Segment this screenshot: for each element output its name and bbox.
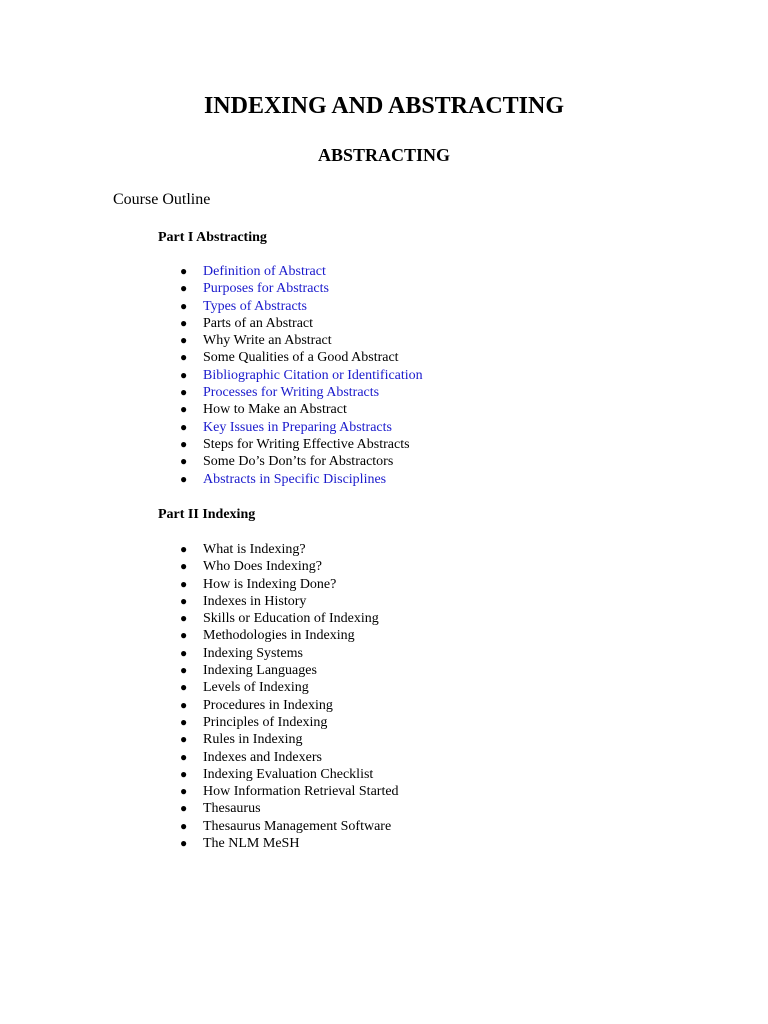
topic-label: Thesaurus Management Software <box>203 818 392 834</box>
topic-label: How Information Retrieval Started <box>203 784 399 800</box>
list-item <box>180 818 399 835</box>
topic-label: Why Write an Abstract <box>203 333 332 349</box>
list-item <box>180 349 423 366</box>
bullet-icon: ● <box>180 298 188 313</box>
list-item <box>180 679 399 696</box>
bullet-icon: ● <box>180 766 188 781</box>
course-outline-heading: Course Outline <box>113 191 211 208</box>
list-item <box>180 749 399 766</box>
list-item <box>180 453 423 470</box>
topic-label: Rules in Indexing <box>203 732 303 748</box>
topic-label: Steps for Writing Effective Abstracts <box>203 436 410 452</box>
bullet-icon: ● <box>180 542 188 556</box>
bullet-icon: ● <box>180 818 188 833</box>
bullet-icon: ● <box>180 281 188 296</box>
topic-link[interactable]: Abstracts in Specific Disciplines <box>203 471 387 487</box>
bullet-icon: ● <box>180 264 188 278</box>
list-item <box>180 645 399 662</box>
bullet-icon: ● <box>180 836 188 851</box>
part-heading-abstracting: Part I Abstracting <box>158 230 267 245</box>
list-item <box>180 800 399 817</box>
abstracting-topic-list <box>180 263 423 488</box>
list-item <box>180 332 423 349</box>
bullet-icon: ● <box>180 714 188 729</box>
topic-link[interactable]: Processes for Writing Abstracts <box>203 385 380 401</box>
topic-label: Thesaurus <box>203 801 261 817</box>
list-item <box>180 783 399 800</box>
bullet-icon: ● <box>180 784 188 799</box>
bullet-icon: ● <box>180 611 188 626</box>
list-item <box>180 835 399 852</box>
topic-label: Indexes in History <box>203 593 307 609</box>
topic-link[interactable]: Key Issues in Preparing Abstracts <box>203 419 392 435</box>
bullet-icon: ● <box>180 315 188 330</box>
bullet-icon: ● <box>180 801 188 816</box>
list-item <box>180 731 399 748</box>
bullet-icon: ● <box>180 436 188 451</box>
document-title: INDEXING AND ABSTRACTING <box>203 93 565 119</box>
topic-label: Indexing Evaluation Checklist <box>203 766 374 782</box>
bullet-icon: ● <box>180 628 188 643</box>
bullet-icon: ● <box>180 367 188 382</box>
list-item <box>180 315 423 332</box>
topic-label: Levels of Indexing <box>203 680 309 696</box>
list-item <box>180 610 399 627</box>
topic-label: Skills or Education of Indexing <box>203 611 379 627</box>
bullet-icon: ● <box>180 645 188 660</box>
list-item[interactable] <box>180 384 423 401</box>
topic-label: How is Indexing Done? <box>203 576 337 592</box>
topic-label: Who Does Indexing? <box>203 559 322 575</box>
topic-link[interactable]: Types of Abstracts <box>203 298 308 314</box>
part-heading-indexing: Part II Indexing <box>158 507 256 522</box>
topic-label: Parts of an Abstract <box>203 315 314 331</box>
list-item <box>180 662 399 679</box>
list-item[interactable] <box>180 471 423 488</box>
bullet-icon: ● <box>180 454 188 469</box>
indexing-topic-list <box>180 541 399 852</box>
list-item <box>180 697 399 714</box>
bullet-icon: ● <box>180 471 188 486</box>
topic-label: Methodologies in Indexing <box>203 628 355 644</box>
bullet-icon: ● <box>180 680 188 695</box>
bullet-icon: ● <box>180 385 188 400</box>
bullet-icon: ● <box>180 559 188 574</box>
topic-label: Some Qualities of a Good Abstract <box>203 350 399 366</box>
bullet-icon: ● <box>180 732 188 747</box>
topic-label: Principles of Indexing <box>203 714 328 730</box>
bullet-icon: ● <box>180 333 188 348</box>
list-item[interactable] <box>180 298 423 315</box>
list-item <box>180 436 423 453</box>
topic-label: Some Do’s Don’ts for Abstractors <box>203 454 394 470</box>
topic-link[interactable]: Bibliographic Citation or Identification <box>203 367 423 383</box>
topic-label: Indexes and Indexers <box>203 749 322 765</box>
topic-label: Procedures in Indexing <box>203 697 333 713</box>
section-title: ABSTRACTING <box>317 145 451 165</box>
list-item <box>180 766 399 783</box>
list-item <box>180 541 399 558</box>
topic-label: What is Indexing? <box>203 542 306 557</box>
topic-link[interactable]: Purposes for Abstracts <box>203 281 329 297</box>
list-item[interactable] <box>180 280 423 297</box>
bullet-icon: ● <box>180 402 188 417</box>
list-item[interactable] <box>180 263 423 280</box>
topic-label: Indexing Systems <box>203 645 303 661</box>
topic-label: Indexing Languages <box>203 663 317 679</box>
list-item <box>180 593 399 610</box>
topic-label: How to Make an Abstract <box>203 402 347 418</box>
bullet-icon: ● <box>180 697 188 712</box>
topic-label: The NLM MeSH <box>203 836 300 852</box>
list-item <box>180 714 399 731</box>
bullet-icon: ● <box>180 576 188 591</box>
bullet-icon: ● <box>180 593 188 608</box>
bullet-icon: ● <box>180 663 188 678</box>
list-item <box>180 576 399 593</box>
topic-link[interactable]: Definition of Abstract <box>203 264 326 279</box>
list-item <box>180 558 399 575</box>
list-item[interactable] <box>180 419 423 436</box>
list-item[interactable] <box>180 367 423 384</box>
bullet-icon: ● <box>180 419 188 434</box>
bullet-icon: ● <box>180 350 188 365</box>
list-item <box>180 401 423 418</box>
bullet-icon: ● <box>180 749 188 764</box>
list-item <box>180 627 399 644</box>
